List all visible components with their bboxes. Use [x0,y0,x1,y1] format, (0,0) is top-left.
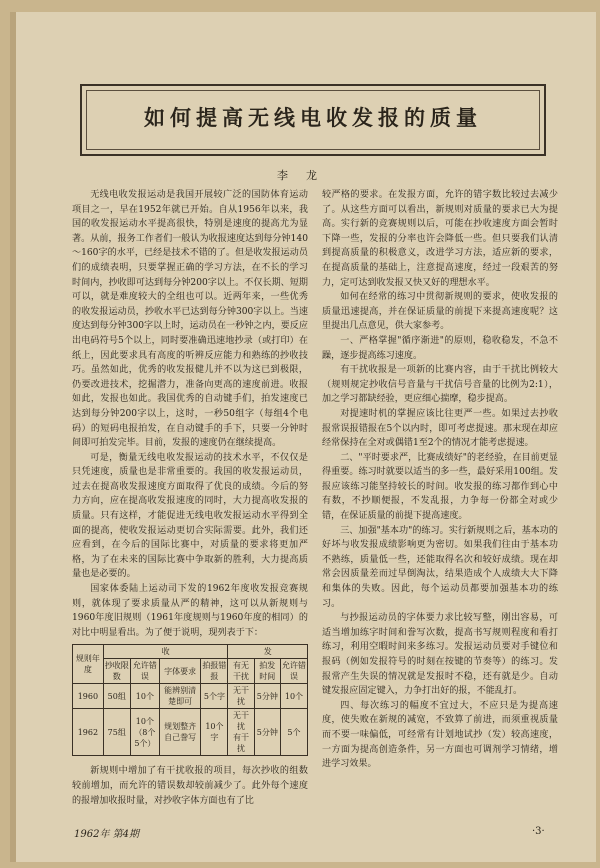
table-header-cell: 拍发时间 [254,659,280,684]
paragraph: 与抄报运动员的字体要力求比较写整，刚出容易，可适当增加练字时间和誊写次数，提高书写规则程度和看打练习，利用空暇时间来多练习。发报运动员要对手键位和报码（例如发报符号的时刻在按键的节奏等）的练习。发报常产生失误的情况就是发报时不稳，还有就是少。自动键发报应固定键入，力争打出好的报，不能乱打。 [322,613,558,697]
right-column [322,188,558,772]
page-number: ·3· [532,826,545,837]
table-cell: 1960 [73,684,104,709]
table-cell: 无干扰 [228,684,254,709]
paragraph: 无线电收发报运动是我国开展较广泛的国防体育运动项目之一，早在1952年就已开始。自从1956年以来，我国的收发报运动水平提高很快，特别是速度的提高尤为显著。从前，报务工作者们一般认为收报速度达到每分钟140～160字的水平，已经是技术不错的了。但是收发报运动员们的成绩表明，只要掌握正确的学习方法，在不长的学习时间内，抄收即可达到每分钟200字以上。不仅长期、短期可以，就是难度较大的全组也可以。近两年来，一些优秀的收发报运动员，抄收水平已达到每分钟300字以上。当速度达到每分钟300字以上时，运动员在一秒钟之内，要反应出电码符号5个以上，同时要准确迅速地抄录（或打印）在纸上，因此要求具有高度的听辨反应能力和熟练的抄收技巧。虽然如此，优秀的收发报健儿并不以为这已到极限，仍要改进技术，挖掘潜力，准备向更高的速度前进。收报如此，发报也如此。我国优秀的自动键手们，拍发速度已达到每分钟200字以上，这时，一秒50组字（每组4个电码）的短码电报拍发，在自动键手的手下，只要一分钟时间即可拍发完毕。目前，发报的速度仍在继续提高。 [72,190,308,449]
table-cell: 5分钟 [254,684,280,709]
paragraph: 一、严格掌握"循序渐进"的原则，稳收稳发，不急不躁，逐步提高练习速度。 [322,335,558,361]
table-group-receive: 收 [103,645,228,659]
table-cell: 5分钟 [254,709,280,756]
table-header-cell: 拍报错报 [201,659,228,684]
table-cell: 10个 （8个 5个） [130,709,159,756]
issue-label: 1962年 第4期 [74,829,139,840]
paragraph: 较严格的要求。在发报方面，允许的错字数比较过去减少了。从这些方面可以看出，新规则对质量的要求已大为提高。实行新的竞赛规则以后，可能在抄收速度方面会暂时下降一些，发报的分率也许会降低一些。但只要我们认清到提高质量的积极意义，改进学习方法，适应新的要求，在提高质量的基础上，注意提高速度，经过一段艰苦的努力，定可达到收发报又快又好的理想水平。 [322,190,558,288]
table-group-row [73,645,308,659]
paragraph: 四、每次练习的幅度不宜过大，不应只是为提高速度，使失败在新规的减宽，不致算了前进，而须重视质量而不要一味偏低，可经常有计划地试抄（发）较高速度，一方面为提高创造条件，另一方面也可调剂学习情绪，增进学习效果。 [322,700,558,770]
table-cell: 无干扰 有干扰 [228,709,254,756]
article-title: 如何提高无线电收发报的质量 [144,105,482,130]
table-cell: 10个 [130,684,159,709]
left-column [72,188,308,808]
table-cell: 1962 [73,709,104,756]
table-header-cell: 允许错误 [130,659,159,684]
table-header-cell: 允许错误 [280,659,307,684]
magazine-page [10,12,596,862]
paragraph: 对提速时机的掌握应该比往更严一些。如果过去抄收报常误报错报在5个以内时，即可考虑提速。那末现在却应经常保持在全对或偶错1至2个的情况才能考虑提速。 [322,408,558,449]
title-frame [80,84,546,156]
table-header-cell: 有无干扰 [228,659,254,684]
paragraph: 新规则中增加了有干扰收报的项目，每次抄收的组数较前增加，而允许的错误数却较前减少了。此外每个速度的报增加收报时量，对抄收字体方面也有了比 [72,766,308,806]
article-author: 李龙 [277,169,335,182]
table-row [73,709,308,756]
table-header-cell: 规则年度 [73,645,104,684]
paragraph: 有干扰收报是一项新的比赛内容，由于干扰比例较大（规则规定抄收信号音量与干扰信号音量的比例为2:1），加之学习都缺经验，更应细心揣摩，稳步提高。 [322,365,558,405]
table-header-row [73,659,308,684]
paragraph: 可是，衡量无线电收发报运动的技术水平，不仅仅是只凭速度，质量也是非常重要的。我国的收发报运动员，过去在提高收发报速度方面取得了优良的成绩。今后的努力方向，应在提高收发报速度的同时，大力提高收发报的质量。只有这样，才能促进无线电收发报运动水平得到全面的提高，使收发报运动更切合实际需要。此外，我们还应看到，在今后的国际比赛中，对质量的要求将更加严格，为了在未来的国际比赛中争取新的胜利，大力提高质量也是必要的。 [72,452,308,580]
rules-comparison-table [72,644,308,756]
table-row [73,684,308,709]
table-cell: 75组 [103,709,130,756]
table-cell: 10个 [280,684,307,709]
table-cell: 5个 [280,709,307,756]
table-cell: 能辨别清楚即可 [159,684,200,709]
table-header-cell: 字体要求 [159,659,200,684]
paragraph: 如何在经常的练习中贯彻新规则的要求，使收发报的质量迅速提高，并在保证质量的前提下来提高速度呢？这里提出几点意见，供大家参考。 [322,292,558,332]
table-cell: 5个字 [201,684,228,709]
table-cell: 50组 [103,684,130,709]
table-header-cell: 抄收限数 [103,659,130,684]
table-cell: 10个字 [201,709,228,756]
paragraph: 三、加强"基本功"的练习。实行新规则之后，基本功的好坏与收发报成绩影响更为密切。如果我们往由于基本功不熟练，质量低一些，还能取得名次和较好成绩。现在却常会因质量差而过早倒淘汰，结果造成个人成绩大大下降和集体的失败。因此，每个运动员都要加强基本功的练习。 [322,525,558,609]
paragraph: 国家体委陆上运动司下发的1962年度收发报竞赛规则，就体现了要求质量从严的精神，这可以从新规则与1960年度旧规则（1961年度规则与1960年度的相同）的对比中明显看出。为了便于说明，现列表于下： [72,584,308,638]
table-group-send: 发 [228,645,308,659]
paragraph: 二、"平时要求严，比赛成绩好"的老经验，在目前更显得重要。练习时就要以适当的多一些，最好采用100组。发报应该练习能坚持较长的时间。收发报的练习都作到心中有数，不抄顺便报，不发乱报，力争每一份都全对或少错，在保证质量的前提下提高速度。 [322,452,558,522]
table-cell: 规划整齐 自己誊写 [159,709,200,756]
